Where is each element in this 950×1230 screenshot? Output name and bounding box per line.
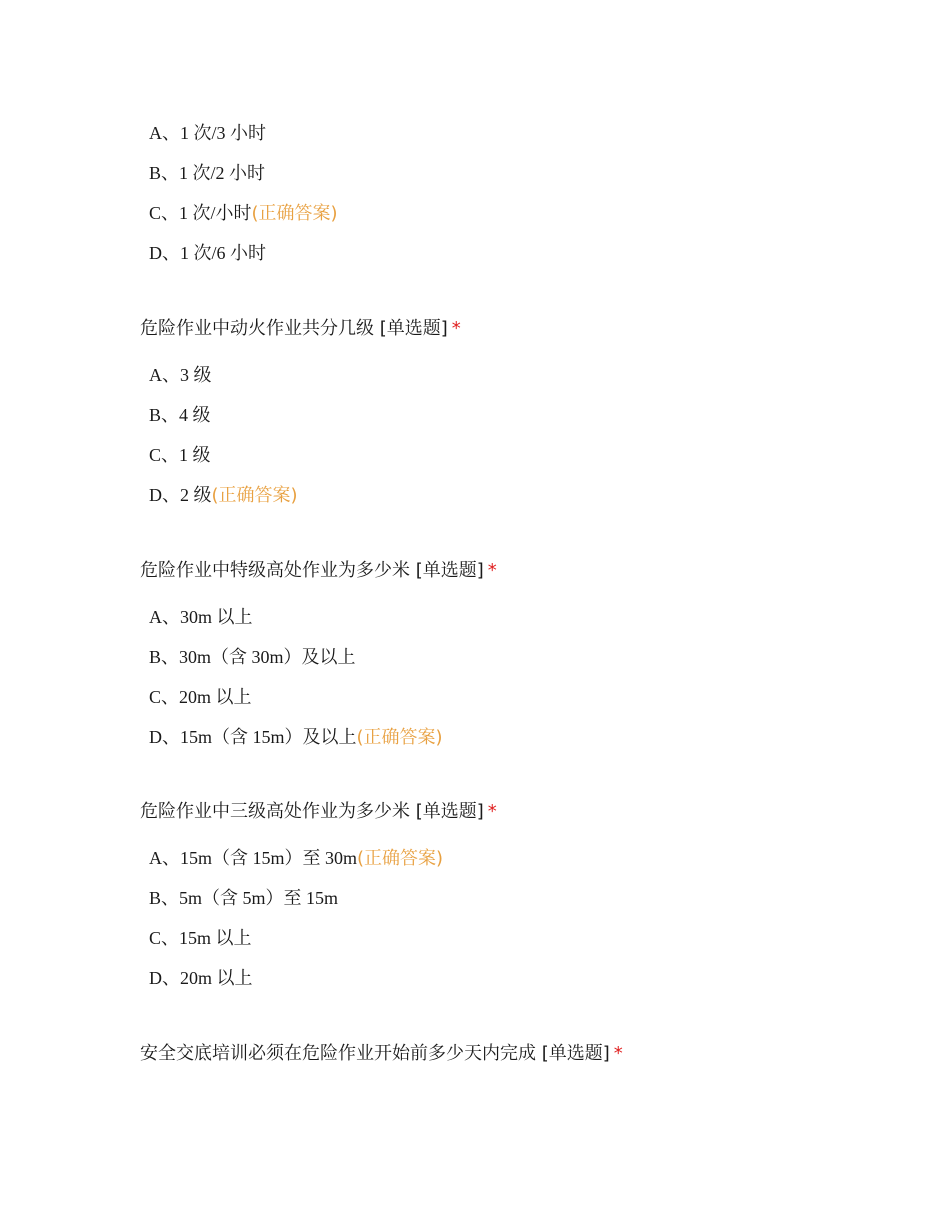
required-star: * [451, 318, 461, 339]
question-title [140, 559, 900, 583]
option-text: A、3 级 [149, 365, 212, 385]
required-star: * [487, 560, 497, 581]
question-1 [140, 121, 900, 265]
option-text: D、20m 以上 [149, 968, 253, 988]
question-title [140, 1042, 900, 1066]
question-2-option-b [149, 403, 900, 427]
question-4-option-c [149, 926, 900, 950]
question-type: [单选题] [415, 560, 484, 581]
option-text: C、20m 以上 [149, 687, 252, 707]
option-text: B、4 级 [149, 405, 211, 425]
option-text: A、1 次/3 小时 [149, 123, 266, 143]
question-title [140, 317, 900, 341]
required-star: * [613, 1043, 623, 1064]
question-2 [140, 317, 900, 507]
question-2-option-c [149, 443, 900, 467]
correct-answer-tag: (正确答案) [356, 727, 443, 748]
question-1-option-d [149, 241, 900, 265]
question-1-options [140, 121, 900, 265]
question-2-option-d [149, 483, 900, 507]
question-type: [单选题] [541, 1043, 610, 1064]
correct-answer-tag: (正确答案) [251, 203, 338, 224]
option-text: B、30m（含 30m）及以上 [149, 647, 356, 667]
correct-answer-tag: (正确答案) [211, 485, 298, 506]
option-text: B、1 次/2 小时 [149, 163, 266, 183]
question-2-options [140, 363, 900, 507]
question-title-text: 安全交底培训必须在危险作业开始前多少天内完成 [140, 1043, 536, 1064]
option-text: D、15m（含 15m）及以上 [149, 727, 357, 747]
option-text: C、1 级 [149, 445, 211, 465]
question-1-option-a [149, 121, 900, 145]
option-text: A、30m 以上 [149, 607, 253, 627]
question-3-option-b [149, 645, 900, 669]
question-4-option-b [149, 886, 900, 910]
option-text: D、2 级 [149, 485, 212, 505]
option-text: C、1 次/小时 [149, 203, 252, 223]
option-text: D、1 次/6 小时 [149, 243, 266, 263]
question-5 [140, 1042, 900, 1066]
option-text: A、15m（含 15m）至 30m [149, 848, 358, 868]
question-title-text: 危险作业中三级高处作业为多少米 [140, 801, 410, 822]
question-3-options [140, 605, 900, 749]
question-3-option-c [149, 685, 900, 709]
question-3-option-a [149, 605, 900, 629]
question-3-option-d [149, 725, 900, 749]
question-1-option-b [149, 161, 900, 185]
question-type: [单选题] [415, 801, 484, 822]
question-title-text: 危险作业中动火作业共分几级 [140, 318, 374, 339]
option-text: B、5m（含 5m）至 15m [149, 888, 339, 908]
question-4-option-d [149, 966, 900, 990]
option-text: C、15m 以上 [149, 928, 252, 948]
question-2-option-a [149, 363, 900, 387]
correct-answer-tag: (正确答案) [357, 848, 444, 869]
question-1-option-c [149, 201, 900, 225]
question-3 [140, 559, 900, 749]
question-type: [单选题] [379, 318, 448, 339]
question-4-options [140, 846, 900, 990]
question-4 [140, 800, 900, 990]
question-4-option-a [149, 846, 900, 870]
required-star: * [487, 801, 497, 822]
question-title-text: 危险作业中特级高处作业为多少米 [140, 560, 410, 581]
question-title [140, 800, 900, 824]
